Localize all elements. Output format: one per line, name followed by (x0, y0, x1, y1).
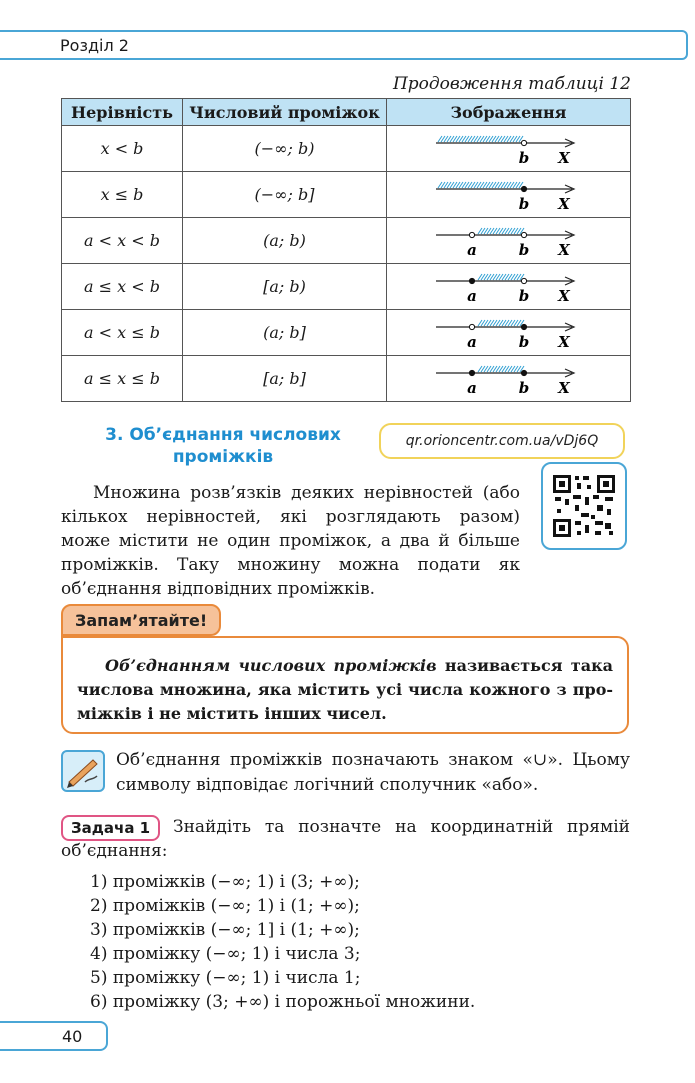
number-line (434, 175, 584, 215)
shaded-region (438, 136, 523, 142)
pencil-note-icon (61, 750, 105, 792)
shaded-region (478, 274, 524, 280)
section-header (0, 30, 688, 60)
qr-code-icon[interactable] (541, 462, 627, 550)
interval-cell: (−∞; b) (183, 126, 387, 172)
label-x: X (557, 378, 570, 397)
number-line (434, 221, 584, 261)
number-line-cell (387, 126, 631, 172)
interval-cell: [a; b] (183, 356, 387, 402)
point-a (469, 232, 474, 237)
header-interval: Числовий проміжок (183, 99, 387, 126)
label-x: X (557, 240, 570, 259)
inequality-cell: x < b (62, 126, 183, 172)
number-line-cell (387, 356, 631, 402)
task-item-5: 5) проміжку (−∞; 1) і числа 1; (90, 968, 361, 988)
table-row (62, 356, 631, 402)
number-line (434, 359, 584, 399)
task-item-6: 6) проміжку (3; +∞) і порожньої множини. (90, 992, 476, 1012)
point-a (469, 324, 474, 329)
number-line-cell (387, 218, 631, 264)
point-b (521, 186, 526, 191)
shaded-region (478, 366, 524, 372)
shaded-region (438, 182, 523, 188)
inequality-cell: a ≤ x ≤ b (62, 356, 183, 402)
task-item-1: 1) проміжків (−∞; 1) і (3; +∞); (90, 872, 360, 892)
remember-tab: Запам’ятайте! (61, 604, 221, 636)
point-b (521, 324, 526, 329)
body-paragraph: Множина розв’язків деяких нерівностей (або кількох нерівностей, які розглядають разом) може містити не один проміжок, а два й більше проміжків. Таку множину можна подати як об’єднання відповідних проміжків. (61, 483, 520, 599)
definition-term: Об’єднанням числових проміжків (105, 656, 437, 675)
page-number: 40 (0, 1021, 108, 1051)
label-b: b (518, 194, 529, 213)
intervals-table (61, 98, 631, 402)
task-list (90, 870, 475, 1014)
header-image: Зображення (387, 99, 631, 126)
label-x: X (557, 286, 570, 305)
label-b: b (518, 378, 529, 397)
task-item-4: 4) проміжку (−∞; 1) і числа 3; (90, 944, 361, 964)
inequality-cell: a ≤ x < b (62, 264, 183, 310)
interval-cell: (a; b] (183, 310, 387, 356)
section-title-line2: проміжків (172, 447, 274, 467)
inequality-cell: a < x < b (62, 218, 183, 264)
header-inequality: Нерівність (62, 99, 183, 126)
label-x: X (557, 194, 570, 213)
label-b: b (518, 332, 529, 351)
number-line-cell (387, 172, 631, 218)
point-a (469, 278, 474, 283)
number-line (434, 313, 584, 353)
label-b: b (518, 148, 529, 167)
point-b (521, 232, 526, 237)
table-row (62, 310, 631, 356)
label-x: X (557, 148, 570, 167)
label-a: a (466, 332, 477, 351)
definition-box (61, 636, 629, 734)
pencil-graphic (63, 752, 103, 790)
table-row (62, 218, 631, 264)
section-title-line1: 3. Об’єднання числових (105, 425, 341, 445)
number-line (434, 129, 584, 169)
point-b (521, 370, 526, 375)
label-a: a (466, 378, 477, 397)
table-row (62, 172, 631, 218)
label-b: b (518, 286, 529, 305)
qr-code-graphic (551, 473, 617, 539)
point-b (521, 140, 526, 145)
point-b (521, 278, 526, 283)
union-note: Об’єднання проміжків позначають знаком «∪». Цьому символу відповідає логічний сполучник «або». (116, 750, 630, 795)
interval-cell: (−∞; b] (183, 172, 387, 218)
shaded-region (478, 228, 524, 234)
interval-cell: [a; b) (183, 264, 387, 310)
table-row (62, 126, 631, 172)
section-title (88, 424, 358, 468)
label-x: X (557, 332, 570, 351)
section-label: Розділ 2 (60, 36, 129, 55)
task-item-3: 3) проміжків (−∞; 1] і (1; +∞); (90, 920, 360, 940)
number-line-cell (387, 310, 631, 356)
interval-cell: (a; b) (183, 218, 387, 264)
label-a: a (466, 240, 477, 259)
task-badge: Задача 1 (61, 815, 160, 841)
point-a (469, 370, 474, 375)
task-text: Знайдіть та позначте на координатній прямій об’єднання: (61, 817, 630, 861)
inequality-cell: x ≤ b (62, 172, 183, 218)
shaded-region (478, 320, 524, 326)
number-line (434, 267, 584, 307)
definition-text: називається така числова множина, яка містить усі числа кожного з проміжків і не містить інших чисел. (77, 656, 613, 723)
qr-link[interactable]: qr.orioncentr.com.ua/vDj6Q (379, 423, 625, 459)
task-item-2: 2) проміжків (−∞; 1) і (1; +∞); (90, 896, 360, 916)
number-line-cell (387, 264, 631, 310)
table-caption: Продовження таблиці 12 (392, 74, 631, 94)
table-row (62, 264, 631, 310)
label-a: a (466, 286, 477, 305)
inequality-cell: a < x ≤ b (62, 310, 183, 356)
label-b: b (518, 240, 529, 259)
